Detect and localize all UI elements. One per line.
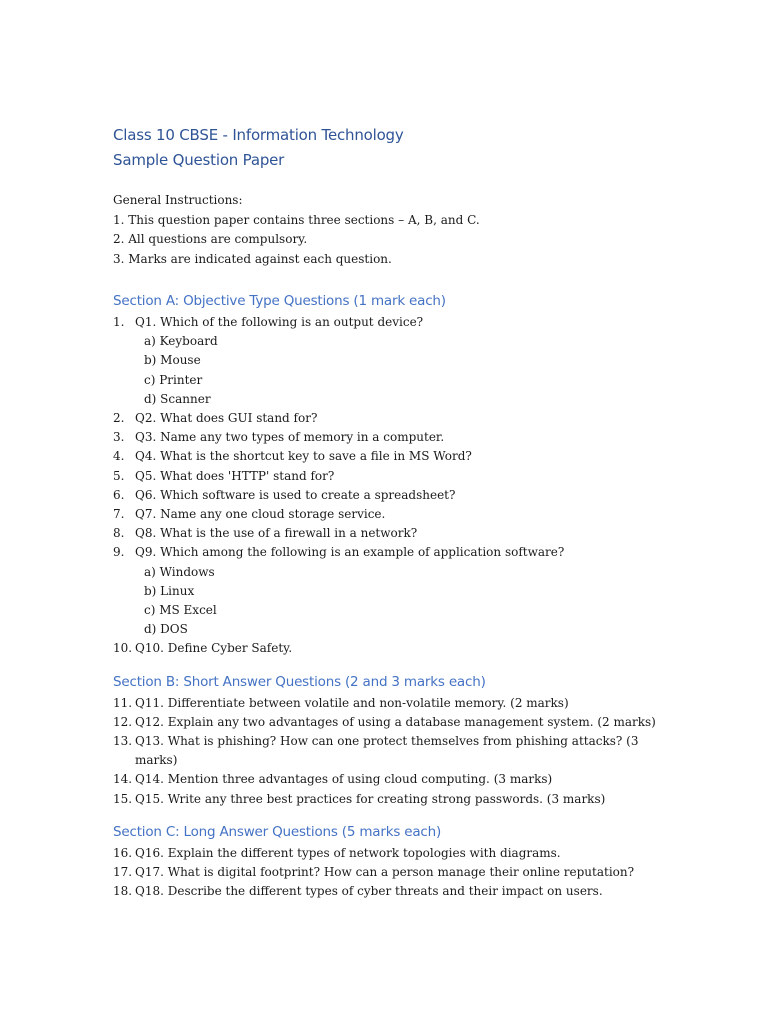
question-item <box>113 694 673 713</box>
question-text: Q8. What is the use of a firewall in a network? <box>135 526 418 541</box>
section-a-heading: Section A: Objective Type Questions (1 mark each) <box>113 293 446 309</box>
question-text: Q10. Define Cyber Safety. <box>135 641 293 656</box>
question-item <box>113 409 673 428</box>
question-number: 18. <box>113 884 133 899</box>
question-text: Q13. What is phishing? How can one protect themselves from phishing attacks? (3 marks) <box>135 734 639 768</box>
option-item: d) Scanner <box>144 391 211 406</box>
section-c-questions <box>113 844 673 902</box>
option-list <box>135 332 673 409</box>
question-text: Q18. Describe the different types of cyber threats and their impact on users. <box>135 884 603 899</box>
question-text: Q9. Which among the following is an example of application software? <box>135 545 565 560</box>
option-item: b) Mouse <box>144 353 201 368</box>
instructions-heading: General Instructions: <box>113 193 243 207</box>
question-item <box>113 863 673 882</box>
question-item <box>113 505 673 524</box>
instruction-line: 1. This question paper contains three sections – A, B, and C. <box>113 212 480 227</box>
option-item: d) DOS <box>144 622 188 637</box>
question-number: 13. <box>113 734 133 749</box>
question-number: 1. <box>113 315 125 329</box>
question-item <box>113 844 673 863</box>
question-item <box>113 486 673 505</box>
question-text: Q6. Which software is used to create a spreadsheet? <box>135 487 456 502</box>
question-text: Q2. What does GUI stand for? <box>135 411 318 426</box>
question-item <box>113 790 673 809</box>
question-item <box>113 543 673 639</box>
question-item <box>113 313 673 409</box>
question-item <box>113 732 673 770</box>
question-text: Q1. Which of the following is an output device? <box>135 315 424 329</box>
question-item <box>113 428 673 447</box>
question-item <box>113 467 673 486</box>
question-text: Q3. Name any two types of memory in a computer. <box>135 430 445 445</box>
document-subtitle: Sample Question Paper <box>113 151 285 169</box>
question-number: 6. <box>113 487 125 502</box>
question-number: 4. <box>113 449 125 464</box>
section-b-questions <box>113 694 673 809</box>
question-text: Q16. Explain the different types of network topologies with diagrams. <box>135 845 561 860</box>
question-item <box>113 882 673 901</box>
instruction-line: 3. Marks are indicated against each question. <box>113 251 392 266</box>
question-text: Q7. Name any one cloud storage service. <box>135 507 386 522</box>
question-number: 8. <box>113 526 125 541</box>
section-b-heading: Section B: Short Answer Questions (2 and 3 marks each) <box>113 673 486 690</box>
section-c-heading: Section C: Long Answer Questions (5 marks each) <box>113 823 442 840</box>
question-number: 3. <box>113 430 125 445</box>
question-text: Q4. What is the shortcut key to save a file in MS Word? <box>135 449 472 464</box>
question-number: 2. <box>113 411 125 426</box>
question-number: 5. <box>113 468 125 483</box>
general-instructions <box>113 191 673 269</box>
question-number: 14. <box>113 772 133 787</box>
question-item <box>113 639 673 658</box>
question-text: Q12. Explain any two advantages of using a database management system. (2 marks) <box>135 714 656 729</box>
option-item: a) Keyboard <box>144 334 218 349</box>
question-number: 9. <box>113 545 125 560</box>
question-number: 17. <box>113 865 133 880</box>
question-item <box>113 713 673 732</box>
section-a-questions <box>113 313 673 659</box>
option-list <box>135 563 673 640</box>
question-text: Q14. Mention three advantages of using cloud computing. (3 marks) <box>135 772 553 787</box>
question-item <box>113 770 673 789</box>
question-number: 12. <box>113 714 133 729</box>
question-number: 10. <box>113 641 133 656</box>
question-text: Q15. Write any three best practices for creating strong passwords. (3 marks) <box>135 791 606 806</box>
document-page <box>113 123 673 901</box>
option-item: b) Linux <box>144 583 195 598</box>
option-item: c) Printer <box>144 372 203 387</box>
option-item: c) MS Excel <box>144 603 217 618</box>
question-text: Q5. What does 'HTTP' stand for? <box>135 468 335 483</box>
question-number: 11. <box>113 695 133 710</box>
question-item <box>113 524 673 543</box>
option-item: a) Windows <box>144 564 215 579</box>
question-number: 7. <box>113 507 125 522</box>
question-number: 16. <box>113 845 133 860</box>
question-item <box>113 447 673 466</box>
question-number: 15. <box>113 791 133 806</box>
instruction-line: 2. All questions are compulsory. <box>113 232 308 246</box>
question-text: Q17. What is digital footprint? How can a person manage their online reputation? <box>135 865 635 880</box>
document-title: Class 10 CBSE - Information Technology <box>113 126 404 144</box>
question-text: Q11. Differentiate between volatile and non-volatile memory. (2 marks) <box>135 695 569 710</box>
